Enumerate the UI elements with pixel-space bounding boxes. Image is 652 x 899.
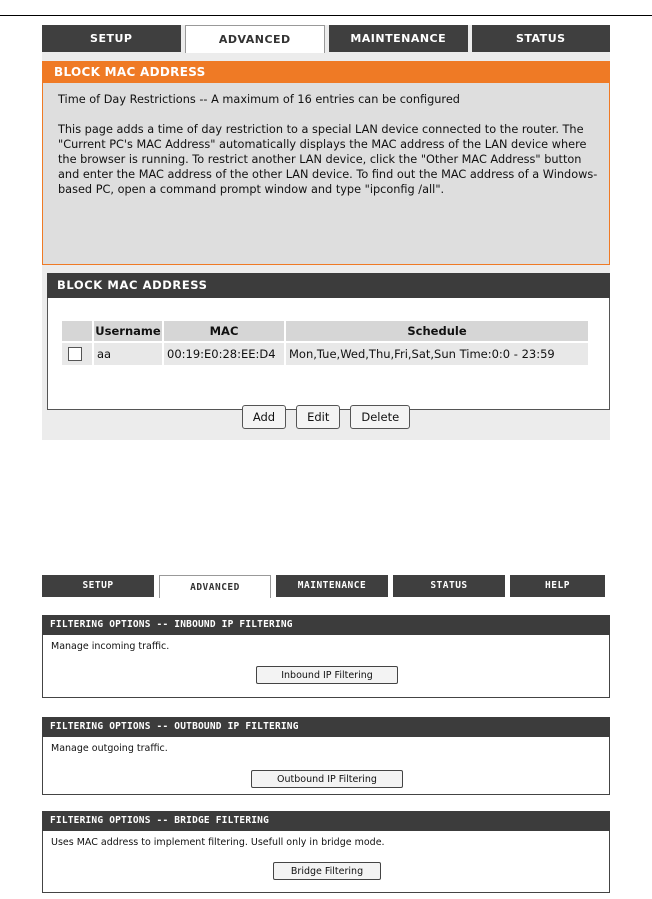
add-button[interactable]: Add bbox=[242, 405, 286, 429]
row-checkbox[interactable] bbox=[68, 347, 82, 361]
tab-help-2[interactable]: HELP bbox=[510, 575, 605, 597]
inbound-filter-text: Manage incoming traffic. bbox=[51, 641, 170, 652]
tab-advanced-2[interactable]: ADVANCED bbox=[159, 575, 271, 598]
mac-list-box bbox=[47, 298, 610, 410]
edit-button[interactable]: Edit bbox=[296, 405, 340, 429]
block-mac-panel bbox=[42, 25, 610, 440]
cell-mac: 00:19:E0:28:EE:D4 bbox=[164, 343, 284, 365]
outbound-ip-filtering-button[interactable]: Outbound IP Filtering bbox=[251, 770, 403, 788]
bridge-filtering-button[interactable]: Bridge Filtering bbox=[273, 862, 381, 880]
column-header-username: Username bbox=[94, 321, 162, 341]
outbound-filter-text: Manage outgoing traffic. bbox=[51, 743, 168, 754]
table-row bbox=[62, 343, 588, 365]
mac-table bbox=[60, 319, 590, 367]
cell-username: aa bbox=[94, 343, 162, 365]
page-top-rule bbox=[0, 15, 652, 16]
outbound-filter-title: FILTERING OPTIONS -- OUTBOUND IP FILTERING bbox=[42, 717, 610, 737]
bridge-filter-title: FILTERING OPTIONS -- BRIDGE FILTERING bbox=[42, 811, 610, 831]
description-box bbox=[42, 83, 610, 265]
inbound-ip-filtering-button[interactable]: Inbound IP Filtering bbox=[256, 666, 398, 684]
tab-setup-2[interactable]: SETUP bbox=[42, 575, 154, 597]
inbound-filter-body bbox=[42, 635, 610, 698]
bridge-filter-text: Uses MAC address to implement filtering. Usefull only in bridge mode. bbox=[51, 837, 385, 848]
tab-status-2[interactable]: STATUS bbox=[393, 575, 505, 597]
section-title: BLOCK MAC ADDRESS bbox=[42, 61, 610, 83]
bridge-filter-body bbox=[42, 831, 610, 893]
column-header-mac: MAC bbox=[164, 321, 284, 341]
filtering-options-panel bbox=[42, 575, 610, 877]
intro-text: Time of Day Restrictions -- A maximum of 16 entries can be configured bbox=[58, 93, 460, 106]
bridge-filter-section bbox=[42, 811, 610, 893]
nav-tabs bbox=[42, 25, 610, 53]
action-buttons bbox=[42, 405, 610, 429]
select-column-header bbox=[62, 321, 92, 341]
inbound-filter-title: FILTERING OPTIONS -- INBOUND IP FILTERING bbox=[42, 615, 610, 635]
tab-maintenance-2[interactable]: MAINTENANCE bbox=[276, 575, 388, 597]
cell-schedule: Mon,Tue,Wed,Thu,Fri,Sat,Sun Time:0:0 - 23:59 bbox=[286, 343, 588, 365]
tab-setup[interactable]: SETUP bbox=[42, 25, 181, 52]
row-select-cell bbox=[62, 343, 92, 365]
tab-status[interactable]: STATUS bbox=[472, 25, 611, 52]
tab-maintenance[interactable]: MAINTENANCE bbox=[329, 25, 468, 52]
outbound-filter-section bbox=[42, 717, 610, 795]
delete-button[interactable]: Delete bbox=[350, 405, 410, 429]
tab-advanced[interactable]: ADVANCED bbox=[185, 25, 326, 53]
nav-tabs-2 bbox=[42, 575, 610, 598]
inbound-filter-section bbox=[42, 615, 610, 698]
column-header-schedule: Schedule bbox=[286, 321, 588, 341]
outbound-filter-body bbox=[42, 737, 610, 795]
description-text: This page adds a time of day restriction to a special LAN device connected to the router. The "Current PC's MAC Address" automatically displays the MAC address of the LAN device where the browser is running. To restrict another LAN device, click the "Other MAC Address" button and enter the MAC address of the other LAN device. To find out the MAC address of a Windows-based PC, open a command prompt window and type "ipconfig /all". bbox=[58, 123, 598, 196]
list-title: BLOCK MAC ADDRESS bbox=[47, 273, 610, 298]
